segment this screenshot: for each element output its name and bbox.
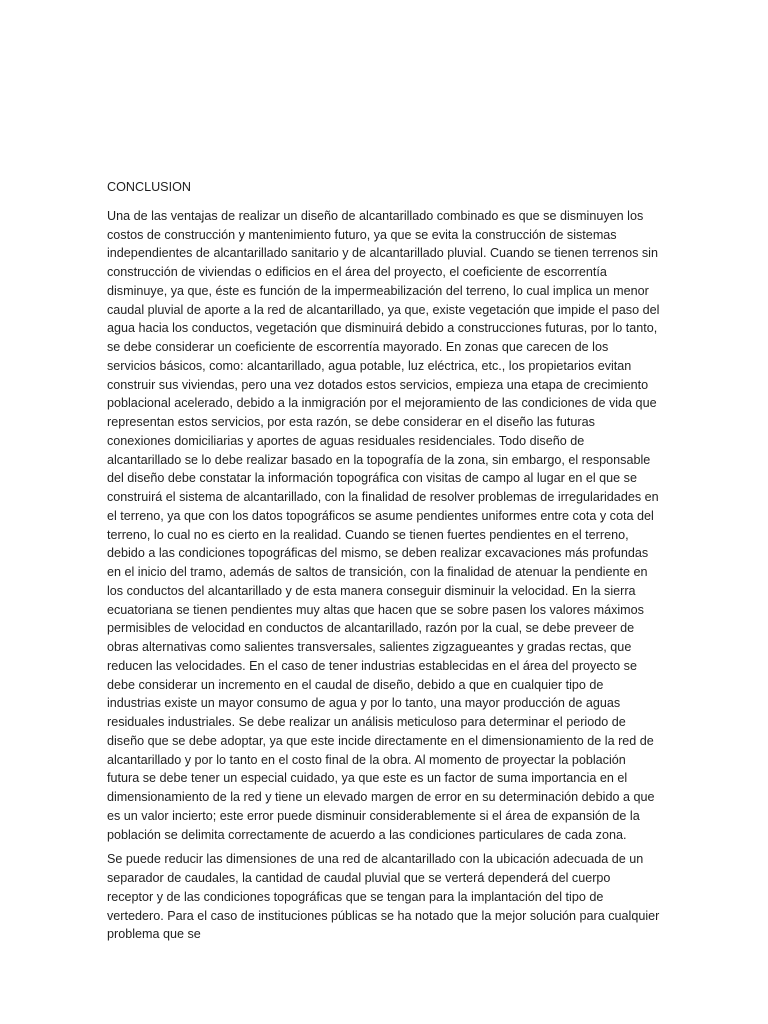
document-body [107, 178, 660, 950]
paragraph: Se puede reducir las dimensiones de una red de alcantarillado con la ubicación adecuada de un separador de caudales, la cantidad de caudal pluvial que se verterá dependerá del cuerpo receptor y de las condiciones topográficas que se tengan para la implantación del tipo de vertedero. Para el caso de instituciones públicas se ha notado que la mejor solución para cualquier problema que se [107, 852, 660, 942]
paragraph: Una de las ventajas de realizar un diseño de alcantarillado combinado es que se disminuyen los costos de construcción y mantenimiento futuro, ya que se evita la construcción de sistemas independientes de alcantarillado sanitario y de alcantarillado pluvial. Cuando se tienen terrenos sin construcción de viviendas o edificios en el área del proyecto, el coeficiente de escorrentía disminuye, ya que, éste es función de la impermeabilización del terreno, lo cual implica un menor caudal pluvial de aporte a la red de alcantarillado, ya que, existe vegetación que impide el paso del agua hacia los conductos, vegetación que disminuirá debido a construcciones futuras, por lo tanto, se debe considerar un coeficiente de escorrentía mayorado. En zonas que carecen de los servicios básicos, como: alcantarillado, agua potable, luz eléctrica, etc., los propietarios evitan construir sus viviendas, pero una vez dotados estos servicios, empieza una etapa de crecimiento poblacional acelerado, debido a la inmigración por el mejoramiento de las condiciones de vida que representan estos servicios, por esta razón, se debe considerar en el diseño las futuras conexiones domiciliarias y aportes de aguas residuales residenciales. Todo diseño de alcantarillado se lo debe realizar basado en la topografía de la zona, sin embargo, el responsable del diseño debe constatar la información topográfica con visitas de campo al lugar en el que se construirá el sistema de alcantarillado, con la finalidad de resolver problemas de irregularidades en el terreno, ya que con los datos topográficos se asume pendientes uniformes entre cota y cota del terreno, lo cual no es cierto en la realidad. Cuando se tienen fuertes pendientes en el terreno, debido a las condiciones topográficas del mismo, se deben realizar excavaciones más profundas en el inicio del tramo, además de saltos de transición, con la finalidad de atenuar la pendiente en los conductos del alcantarillado y de esta manera conseguir disminuir la velocidad. En la sierra ecuatoriana se tienen pendientes muy altas que hacen que se sobre pasen los valores máximos permisibles de velocidad en conductos de alcantarillado, razón por la cual, se debe preveer de obras alternativas como salientes transversales, salientes zigzagueantes y gradas rectas, que reducen las velocidades. En el caso de tener industrias establecidas en el área del proyecto se debe considerar un incremento en el caudal de diseño, debido a que en cualquier tipo de industrias existe un mayor consumo de agua y por lo tanto, una mayor producción de aguas residuales industriales. Se debe realizar un análisis meticuloso para determinar el periodo de diseño que se debe adoptar, ya que este incide directamente en el dimensionamiento de la red de alcantarillado y por lo tanto en el costo final de la obra. Al momento de proyectar la población futura se debe tener un especial cuidado, ya que este es un factor de suma importancia en el dimensionamiento de la red y tiene un elevado margen de error en su determinación debido a que es un valor incierto; este error puede disminuir considerablemente si el área de expansión de la población se delimita correctamente de acuerdo a las condiciones particulares de cada zona. [107, 208, 660, 842]
section-heading: CONCLUSION [107, 180, 191, 194]
